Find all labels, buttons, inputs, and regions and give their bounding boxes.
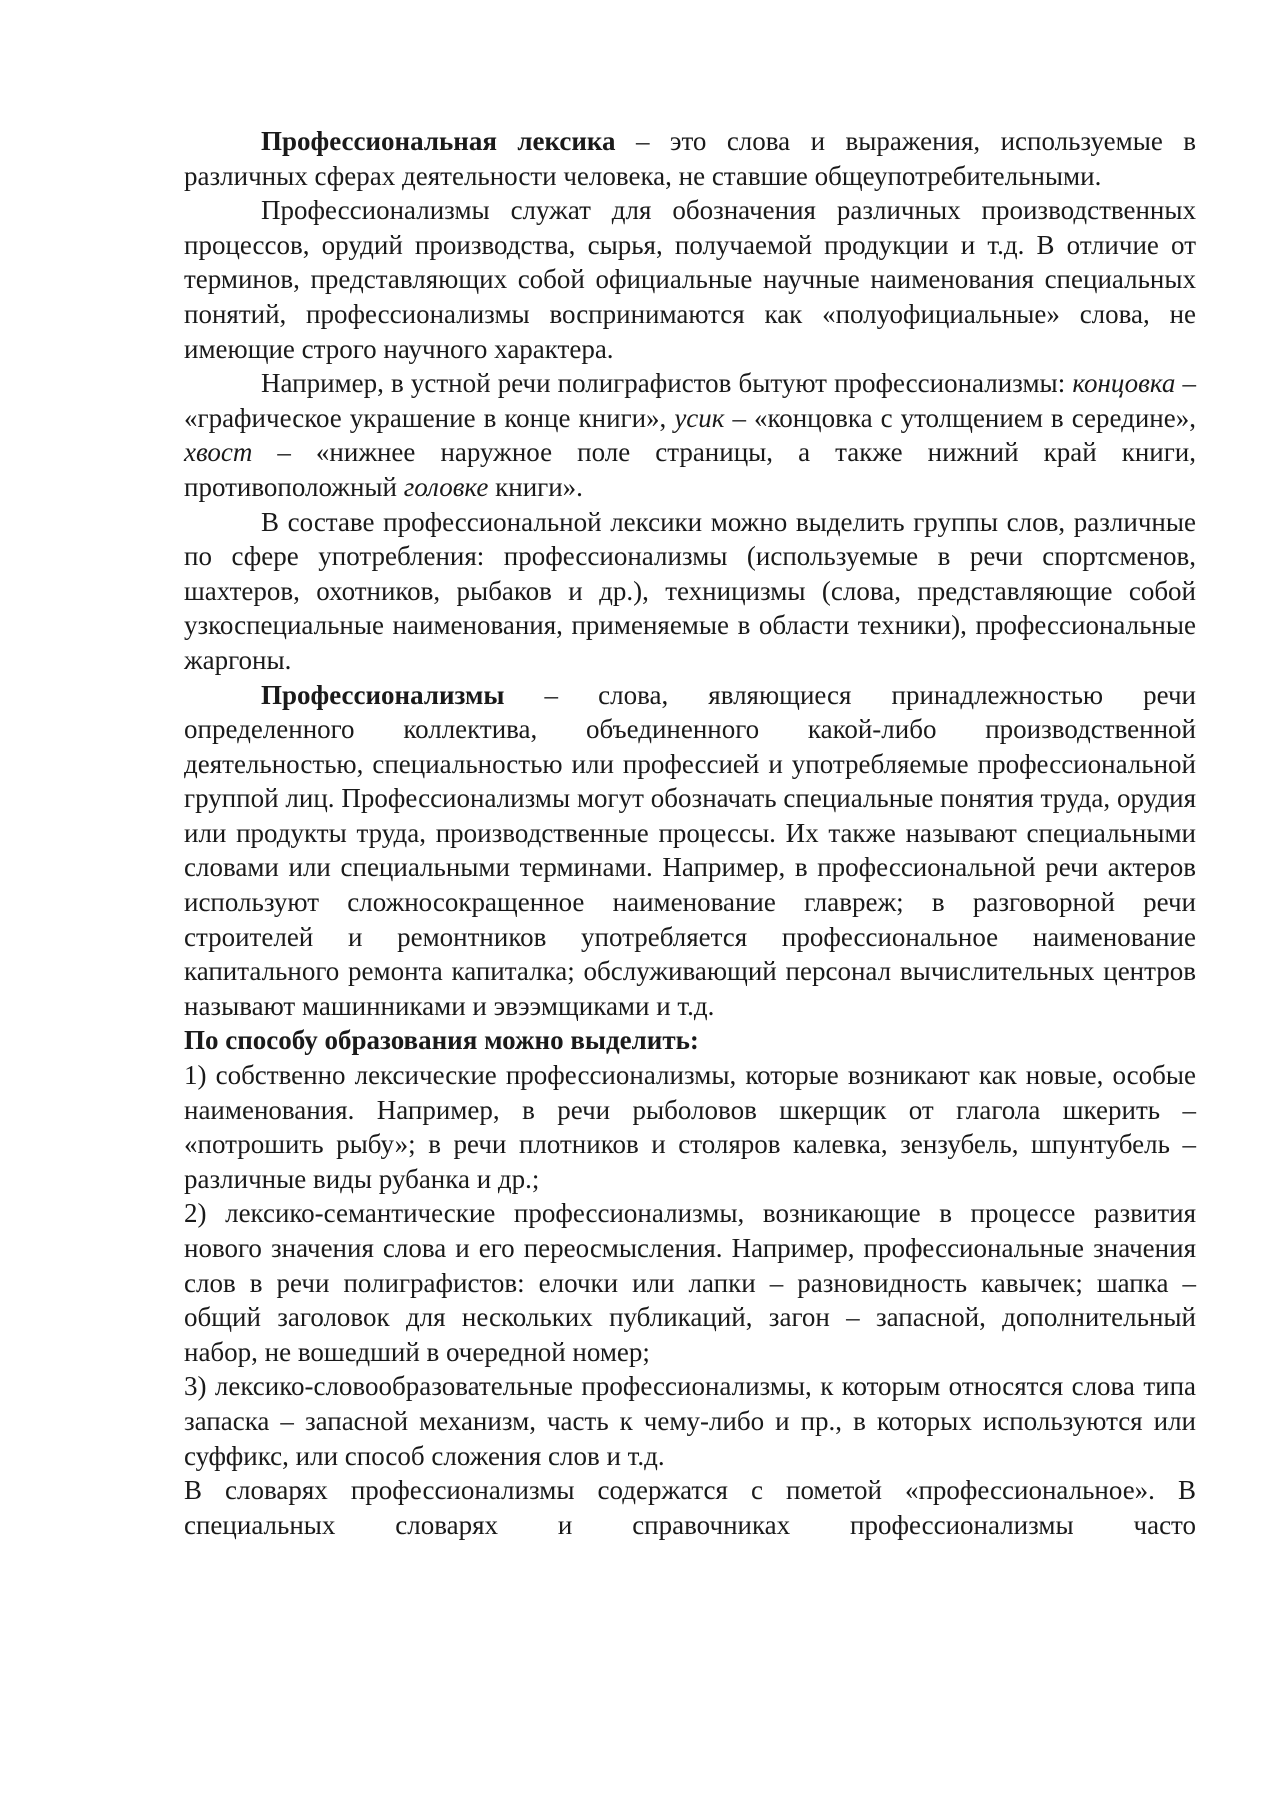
list-item-lexical: 1) собственно лексические профессионализмы, которые возникают как новые, особые наименования. Например, в речи рыболовов шкерщик от глагола шкерить – «потрошить рыбу»; в речи плотников и столяров калевка, зензубель, шпунтубель – различные виды рубанка и др.;: [184, 1060, 1196, 1194]
example-word-khvost: хвост: [184, 437, 253, 468]
paragraph-printer-examples: [184, 366, 1196, 504]
paragraph-text: – «графическое украшение в конце книги»,: [184, 368, 1196, 433]
section-heading: По способу образования можно выделить:: [184, 1025, 699, 1056]
paragraph-text: – это слова и выражения, используемые в различных сферах деятельности человека, не ставшие общеупотребительными.: [184, 126, 1196, 191]
paragraph-dictionaries: В словарях профессионализмы содержатся с пометой «профессиональное». В специальных словарях и справочниках профессионализмы часто: [184, 1475, 1196, 1540]
paragraph-professionalisms-definition: [184, 678, 1196, 1024]
paragraph-definition: [184, 124, 1196, 193]
paragraph-text: – «концовка с утолщением в середине»,: [724, 402, 1196, 433]
paragraph-text: Например, в устной речи полиграфистов бытуют профессионализмы:: [261, 368, 1073, 399]
paragraph-text: – слова, являющиеся принадлежностью речи определенного коллектива, объединенного какой-либо производственной деятельностью, специальностью или профессией и употребляемые профессиональной группой лиц. Профессионализмы могут обозначать специальные понятия труда, орудия или продукты труда, производственные процессы. Их также называют специальными словами или специальными терминами. Например, в профессиональной речи актеров используют сложносокращенное наименование главреж; в разговорной речи строителей и ремонтников употребляется профессиональное наименование капитального ремонта капиталка; обслуживающий персонал вычислительных центров называют машинниками и эвээмщиками и т.д.: [184, 679, 1196, 1021]
paragraph-text: В составе профессиональной лексики можно выделить группы слов, различные по сфере употребления: профессионализмы (используемые в речи спортсменов, шахтеров, охотников, рыбаков и др.), техницизмы (слова, представляющие собой узкоспециальные наименования, применяемые в области техники), профессиональные жаргоны.: [184, 506, 1196, 675]
paragraph-text: Профессионализмы служат для обозначения различных производственных процессов, орудий производства, сырья, получаемой продукции и т.д. В отличие от терминов, представляющих собой официальные научные наименования специальных понятий, профессионализмы воспринимаются как «полуофициальные» слова, не имеющие строго научного характера.: [184, 195, 1196, 364]
example-word-kontsovka: концовка: [1072, 368, 1176, 399]
example-word-usik: усик: [674, 402, 725, 433]
list-item-derivational: 3) лексико-словообразовательные профессионализмы, к которым относятся слова типа запаска – запасной механизм, часть к чему-либо и пр., в которых используются или суффикс, или способ сложения слов и т.д.: [184, 1371, 1196, 1471]
term-professional-vocabulary: Профессиональная лексика: [261, 126, 616, 156]
paragraph-professionalisms-purpose: [184, 193, 1196, 366]
example-word-golovka: головке: [403, 471, 489, 502]
list-item-semantic: 2) лексико-семантические профессионализмы, возникающие в процессе развития нового значения слова и его переосмысления. Например, профессиональные значения слов в речи полиграфистов: елочки или лапки – разновидность кавычек; шапка – общий заголовок для нескольких публикаций, загон – запасной, дополнительный набор, не вошедший в очередной номер;: [184, 1198, 1196, 1367]
term-professionalisms: Профессионализмы: [261, 679, 505, 710]
paragraph-groups: [184, 505, 1196, 678]
paragraph-text: – «нижнее наружное поле страницы, а также нижний край книги, противоположный: [184, 437, 1196, 502]
document-body: [184, 124, 1196, 1542]
paragraph-text: книги».: [488, 471, 583, 502]
